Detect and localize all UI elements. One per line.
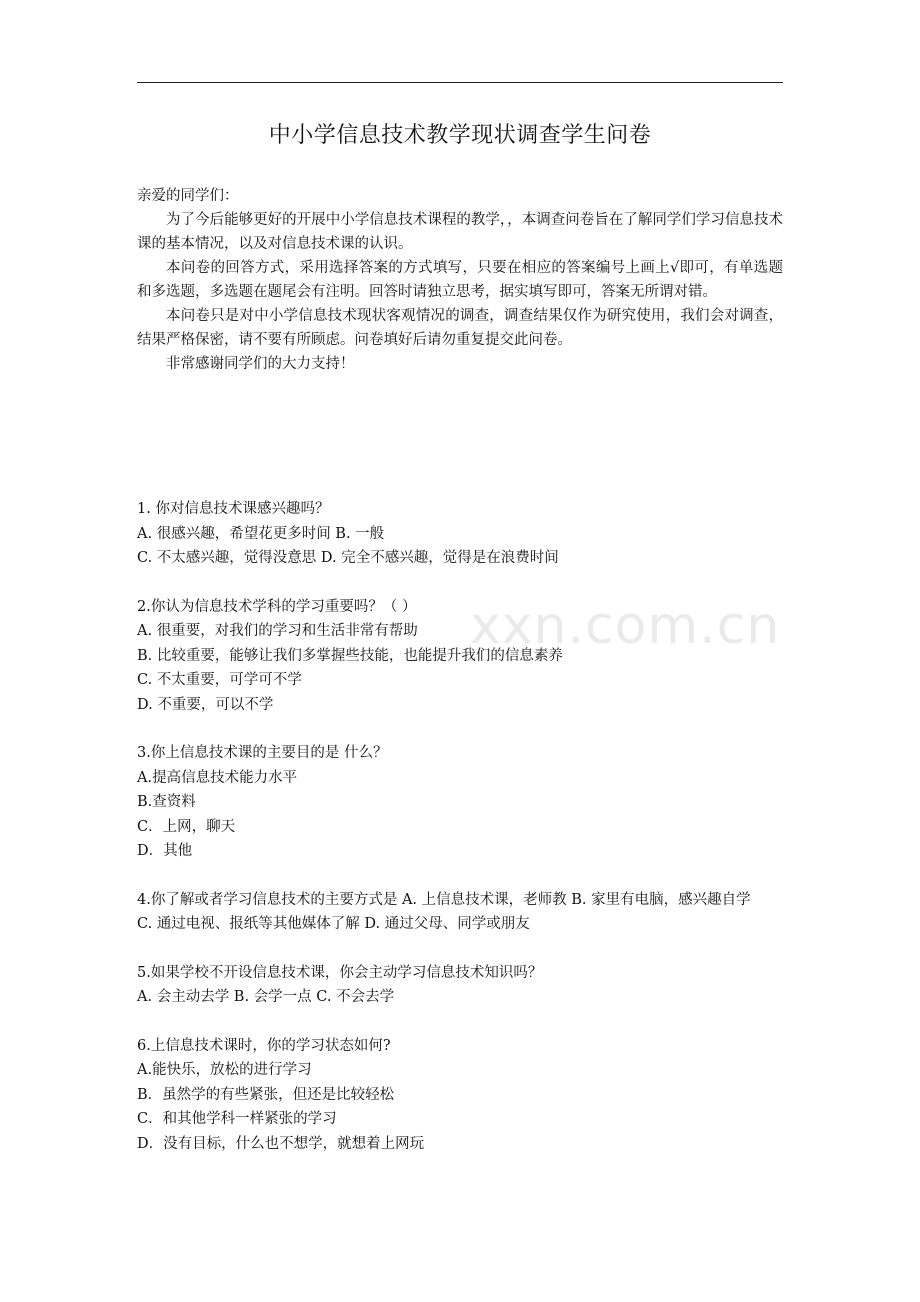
intro-section xyxy=(137,184,783,376)
answer-option-a[interactable]: A.能快乐，放松的进行学习 xyxy=(137,1062,312,1078)
question-text: 2.你认为信息技术学科的学习重要吗？（ ） xyxy=(137,598,417,615)
answer-options[interactable]: C. 不太感兴趣，觉得没意思 D. 完全不感兴趣，觉得是在浪费时间 xyxy=(137,550,559,566)
question-text: 1. 你对信息技术课感兴趣吗？ xyxy=(137,501,330,517)
header-rule xyxy=(137,82,783,83)
watermark: xxn.com.cn xyxy=(470,596,781,656)
question-1 xyxy=(137,497,783,571)
question-list xyxy=(137,497,783,1180)
intro-paragraph: 为了今后能够更好的开展中小学信息技术课程的教学，，本调查问卷旨在了解同学们学习信息技术课的基本情况，以及对信息技术课的认识。 xyxy=(137,212,783,252)
answer-option-c[interactable]: C．和其他学科一样紧张的学习 xyxy=(137,1111,337,1127)
answer-option-d[interactable]: D．其他 xyxy=(137,843,193,859)
answer-option-c[interactable]: C．上网，聊天 xyxy=(137,818,236,835)
answer-option-a[interactable]: A. 很重要，对我们的学习和生活非常有帮助 xyxy=(137,623,418,639)
question-5 xyxy=(137,961,783,1010)
answer-option-b[interactable]: B.查资料 xyxy=(137,794,196,810)
answer-option-d[interactable]: D. 不重要，可以不学 xyxy=(137,696,274,713)
intro-paragraph: 本问卷只是对中小学信息技术现状客观情况的调查，调查结果仅作为研究使用，我们会对调查，结果严格保密，请不要有所顾虑。问卷填好后请勿重复提交此问卷。 xyxy=(137,308,783,348)
answer-options[interactable]: C. 通过电视、报纸等其他媒体了解 D. 通过父母、同学或朋友 xyxy=(137,916,530,932)
answer-option-b[interactable]: B．虽然学的有些紧张，但还是比较轻松 xyxy=(137,1086,395,1103)
question-2 xyxy=(137,595,783,718)
document-title: 中小学信息技术教学现状调查学生问卷 xyxy=(268,123,652,148)
question-3 xyxy=(137,741,783,864)
answer-option-c[interactable]: C. 不太重要，可学可不学 xyxy=(137,672,302,688)
question-text: 5.如果学校不开设信息技术课，你会主动学习信息技术知识吗？ xyxy=(137,964,543,981)
question-text: 4.你了解或者学习信息技术的主要方式是 A. 上信息技术课，老师教 B. 家里有电脑，感兴趣自学 xyxy=(137,891,751,908)
answer-options[interactable]: A. 会主动去学 B. 会学一点 C. 不会去学 xyxy=(137,989,395,1005)
answer-options[interactable]: A. 很感兴趣，希望花更多时间 B. 一般 xyxy=(137,525,385,542)
answer-option-d[interactable]: D．没有目标，什么也不想学，就想着上网玩 xyxy=(137,1135,425,1152)
question-text: 6.上信息技术课时，你的学习状态如何? xyxy=(137,1037,391,1054)
salutation: 亲爱的同学们： xyxy=(137,188,239,204)
intro-paragraph: 非常感谢同学们的大力支持！ xyxy=(166,356,355,372)
intro-paragraph: 本问卷的回答方式，采用选择答案的方式填写，只要在相应的答案编号上画上√即可，有单选题和多选题，多选题在题尾会有注明。回答时请独立思考，据实填写即可，答案无所谓对错。 xyxy=(137,260,783,300)
question-4 xyxy=(137,888,783,937)
answer-option-a[interactable]: A.提高信息技术能力水平 xyxy=(137,769,298,786)
answer-option-b[interactable]: B. 比较重要，能够让我们多掌握些技能，也能提升我们的信息素养 xyxy=(137,647,563,664)
question-text: 3.你上信息技术课的主要目的是 什么？ xyxy=(137,745,388,761)
question-6 xyxy=(137,1034,783,1157)
